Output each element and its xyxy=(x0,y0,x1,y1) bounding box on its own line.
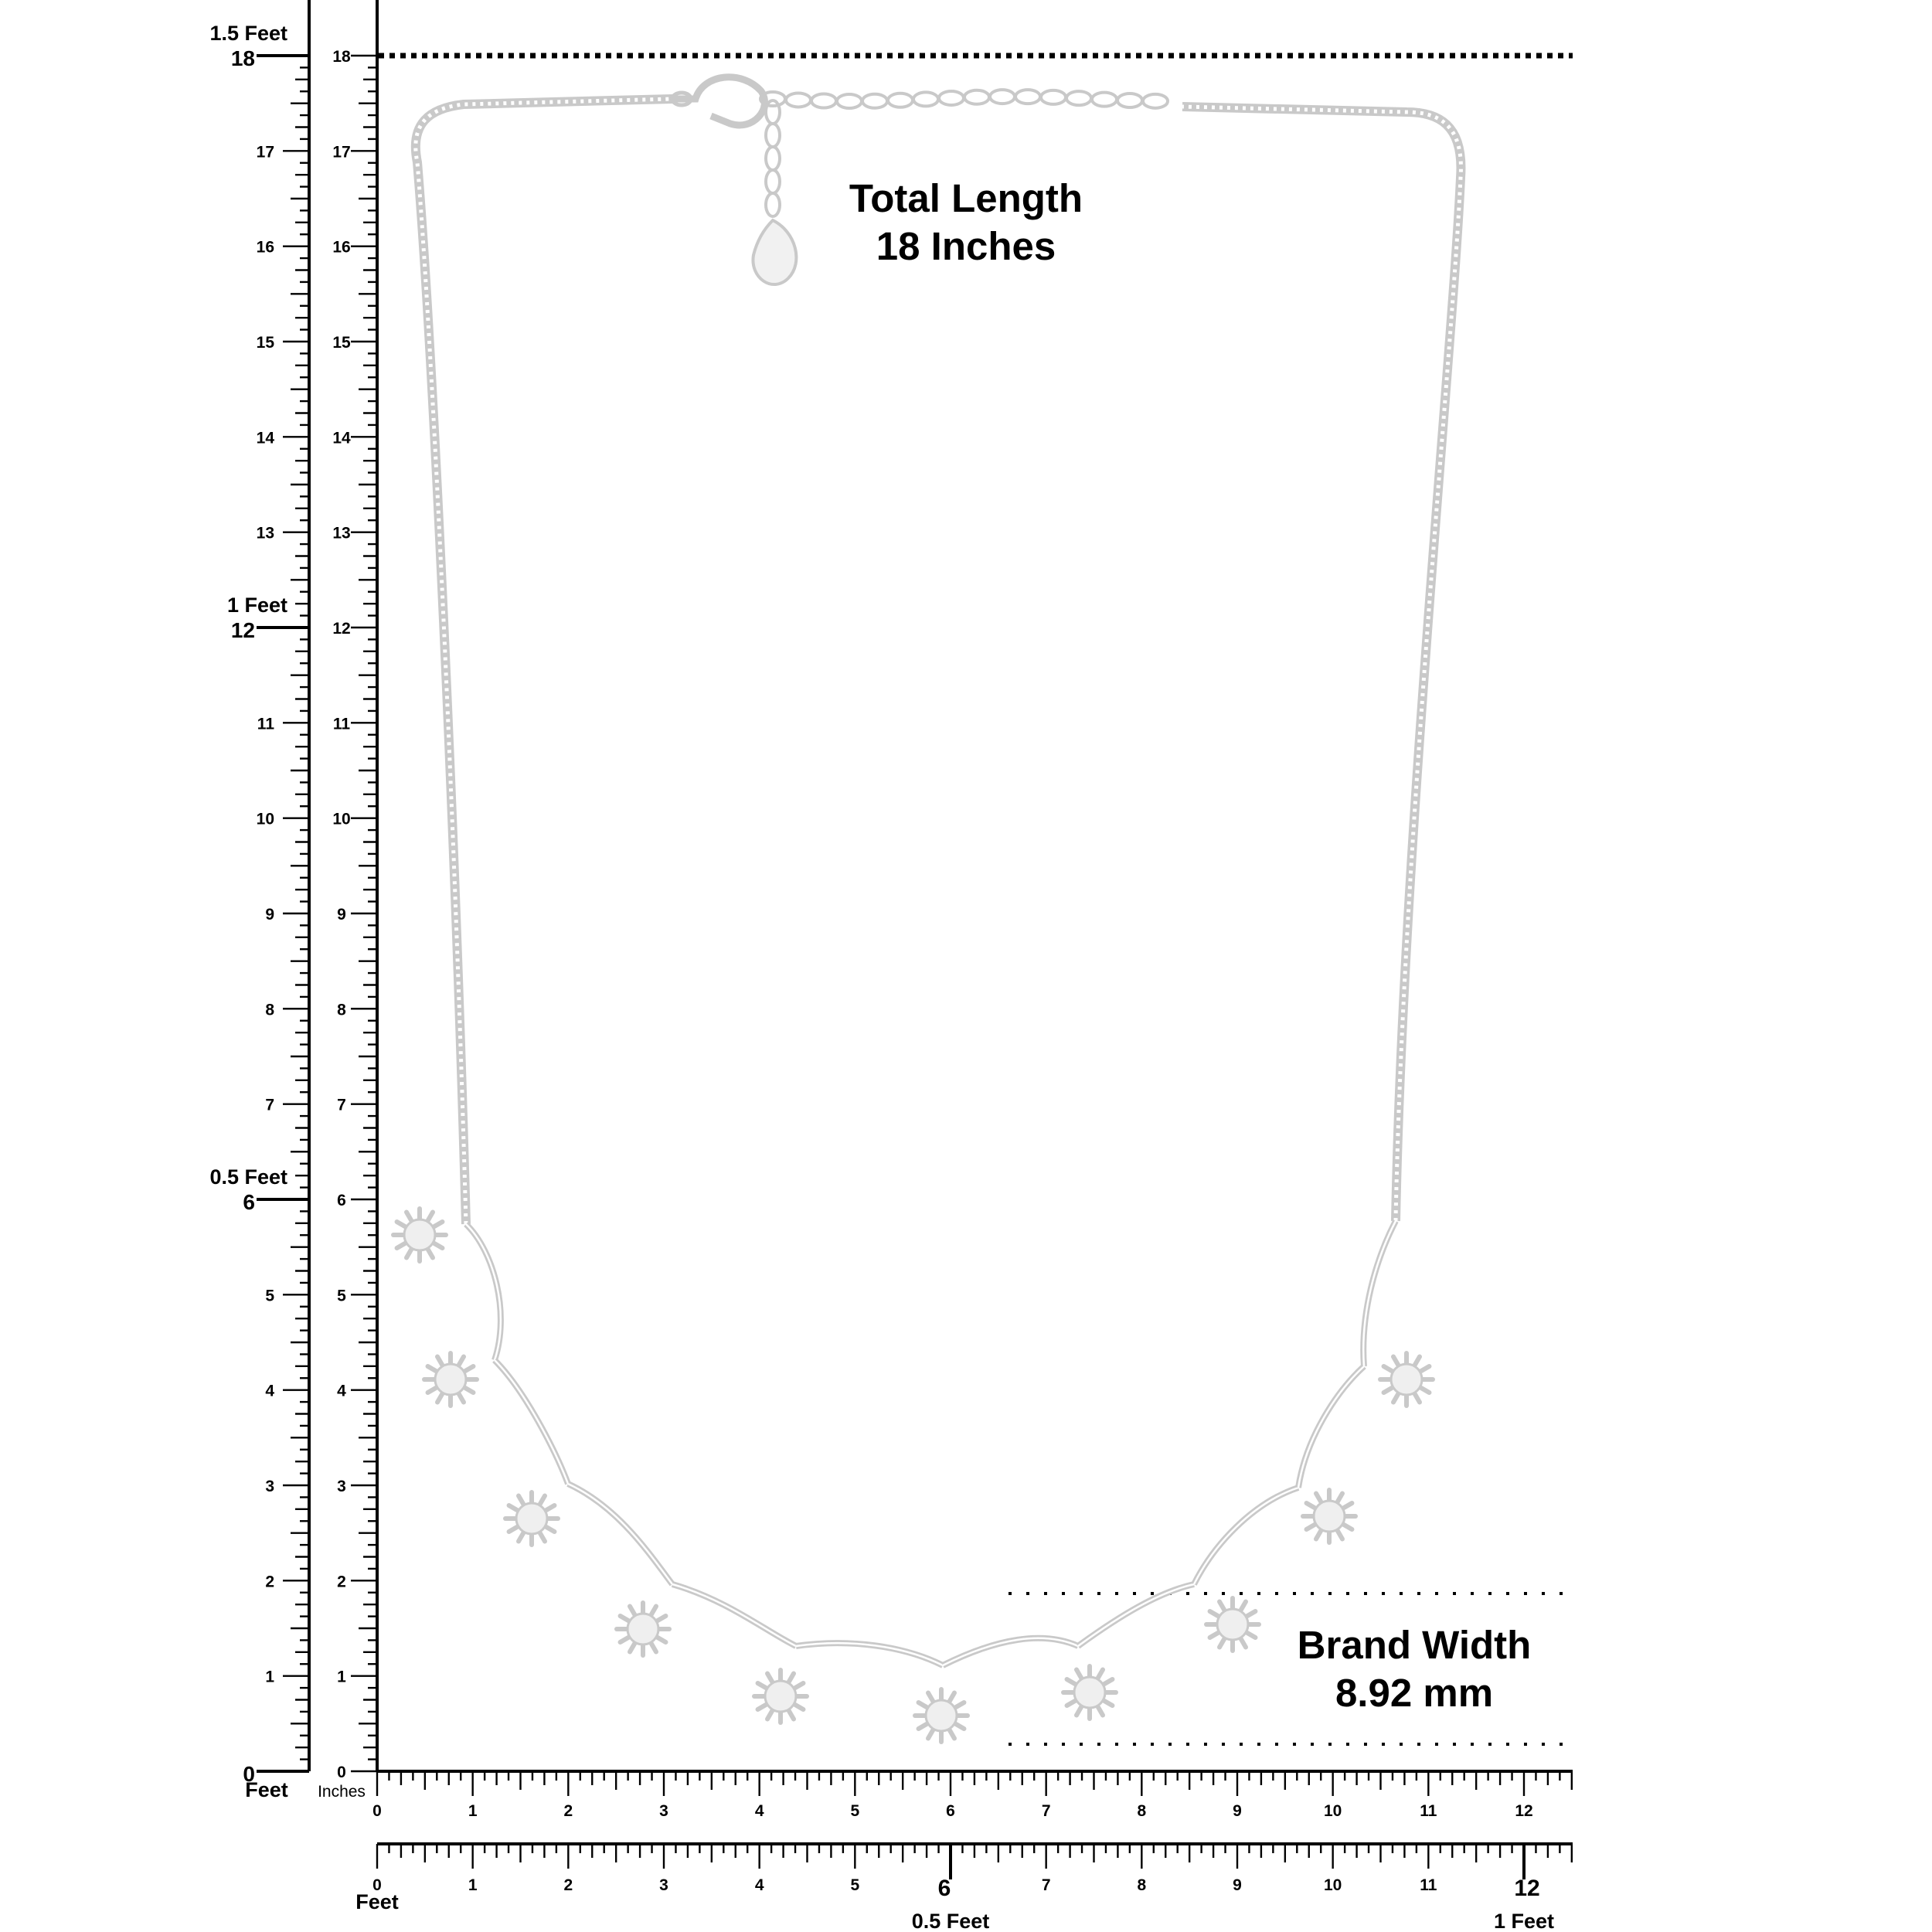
tag-chain-link xyxy=(766,147,780,170)
inch-ruler-label: 8 xyxy=(337,1001,346,1019)
inch-ruler-label: 4 xyxy=(754,1802,764,1820)
extension-link xyxy=(862,94,887,108)
tag-chain-link xyxy=(766,193,780,216)
inch-ruler-label: 12 xyxy=(332,620,351,638)
inch-ruler-label: 7 xyxy=(337,1096,346,1114)
feet-ruler-label: 11 xyxy=(1420,1876,1437,1894)
flower-center xyxy=(1074,1677,1105,1708)
extension-link xyxy=(1117,94,1142,107)
vertical-ruler-feet xyxy=(209,0,309,1801)
feet-ruler-label: 3 xyxy=(659,1876,668,1894)
pendant-arc xyxy=(568,1484,672,1584)
inch-ruler-label: 1 xyxy=(337,1668,346,1686)
pendant-arc-highlight xyxy=(568,1484,672,1584)
inch-ruler-label: 3 xyxy=(337,1478,346,1495)
inch-ruler-label: 9 xyxy=(1233,1802,1242,1820)
feet-ruler-label: 2 xyxy=(563,1876,573,1894)
total-length-title: Total Length xyxy=(849,176,1083,220)
flower-pendant xyxy=(1206,1598,1259,1651)
tag-chain-link xyxy=(766,100,780,124)
feet-ruler-label: 7 xyxy=(1041,1876,1051,1894)
tag-chain-link xyxy=(766,124,780,147)
feet-ruler-major-label: 12 xyxy=(230,618,255,642)
pendant-arc-highlight xyxy=(495,1360,568,1484)
inch-ruler-label: 18 xyxy=(332,48,351,66)
inch-ruler-label: 13 xyxy=(332,524,351,543)
horizontal-ruler-feet xyxy=(355,1844,1573,1932)
inch-ruler-label: 16 xyxy=(332,238,351,257)
extension-link xyxy=(1041,90,1066,104)
feet-ruler-major-label: 18 xyxy=(230,46,255,70)
hallmark-tag xyxy=(753,220,796,284)
feet-ruler-full-label: 12 xyxy=(1514,1876,1540,1901)
feet-ruler-label: 5 xyxy=(850,1876,860,1894)
feet-ruler-label: 8 xyxy=(1137,1876,1147,1894)
inch-ruler-label: 1 xyxy=(468,1802,478,1820)
feet-ruler-label: 11 xyxy=(257,715,274,733)
feet-ruler-label: 16 xyxy=(256,238,274,257)
flower-pendant xyxy=(505,1492,558,1545)
extension-link xyxy=(837,94,862,108)
inch-ruler-label: 12 xyxy=(1515,1802,1533,1820)
feet-ruler-label: 7 xyxy=(265,1096,274,1114)
pendant-arc-highlight xyxy=(1298,1366,1364,1488)
feet-ruler-label: 14 xyxy=(256,429,274,447)
inch-ruler-label: 11 xyxy=(332,715,351,733)
brand-width-callout xyxy=(1252,1621,1577,1717)
inch-ruler-label: 10 xyxy=(1323,1802,1342,1820)
feet-ruler-label: 5 xyxy=(265,1287,274,1305)
inch-ruler-label: 11 xyxy=(1420,1802,1437,1820)
extension-link xyxy=(939,91,964,105)
feet-ruler-label: 17 xyxy=(256,143,274,162)
feet-ruler-half-label: 6 xyxy=(937,1876,951,1901)
feet-ruler-label: 8 xyxy=(265,1001,274,1019)
inch-ruler-label: 5 xyxy=(337,1287,346,1305)
total-length-callout xyxy=(804,175,1128,270)
feet-ruler-label: 1 xyxy=(468,1876,478,1894)
lobster-clasp xyxy=(672,77,764,125)
dotted-guides xyxy=(379,56,1573,1744)
feet-ruler-start-label: 0 xyxy=(372,1876,382,1894)
flower-center xyxy=(1314,1501,1345,1532)
flower-center xyxy=(435,1364,466,1395)
feet-ruler-label: 4 xyxy=(265,1382,274,1400)
extension-link xyxy=(1143,94,1168,108)
flower-pendant xyxy=(1303,1490,1355,1543)
feet-mark-caption: 1.5 Feet xyxy=(209,22,287,45)
flower-pendant xyxy=(617,1603,669,1655)
flower-pendant xyxy=(1380,1353,1433,1406)
inch-ruler-label: 0 xyxy=(372,1802,382,1820)
extension-link xyxy=(811,94,836,108)
pendant-arc xyxy=(1363,1221,1396,1366)
left-chain-links xyxy=(416,99,672,1224)
feet-ruler-start-caption: Feet xyxy=(355,1890,399,1913)
extension-link xyxy=(1092,93,1117,107)
feet-ruler-major-label: 0 xyxy=(243,1762,255,1786)
feet-ruler-label: 9 xyxy=(265,906,274,923)
feet-ruler-major-label: 6 xyxy=(243,1190,255,1214)
tag-chain-link xyxy=(766,170,780,193)
flower-center xyxy=(926,1700,957,1731)
inch-ruler-label: 10 xyxy=(332,810,351,828)
pendant-arc xyxy=(943,1638,1078,1665)
extension-link xyxy=(786,93,811,107)
inch-ruler-label: 0 xyxy=(337,1764,346,1781)
inch-ruler-label: 6 xyxy=(337,1192,346,1209)
pendant-arc xyxy=(1298,1366,1364,1488)
pendant-arc xyxy=(1194,1488,1298,1584)
feet-ruler-full-caption: 1 Feet xyxy=(1493,1910,1555,1932)
flower-center xyxy=(765,1681,796,1712)
feet-mark-caption: 1 Feet xyxy=(226,594,287,617)
inch-ruler-label: 8 xyxy=(1137,1802,1147,1820)
inch-ruler-label: 2 xyxy=(337,1573,346,1591)
necklace-image xyxy=(393,77,1461,1742)
feet-ruler-label: 10 xyxy=(256,810,274,828)
vertical-ruler-inches xyxy=(318,0,377,1801)
total-length-value: 18 Inches xyxy=(876,224,1056,268)
inch-ruler-label: 9 xyxy=(337,906,346,923)
flower-pendant xyxy=(754,1670,807,1723)
inch-ruler-label: 7 xyxy=(1041,1802,1051,1820)
extension-link xyxy=(888,94,913,107)
inch-ruler-label: 4 xyxy=(337,1382,346,1400)
feet-ruler-label: 4 xyxy=(754,1876,764,1894)
inch-ruler-label: 15 xyxy=(332,334,351,352)
flower-pendant xyxy=(1063,1666,1116,1719)
brand-width-title: Brand Width xyxy=(1297,1623,1532,1667)
flower-center xyxy=(516,1503,547,1534)
right-chain xyxy=(1182,107,1461,1221)
extension-link xyxy=(913,92,938,106)
feet-ruler-label: 3 xyxy=(265,1478,274,1495)
horizontal-ruler-inches xyxy=(372,1771,1573,1820)
feet-ruler-label: 9 xyxy=(1233,1876,1242,1894)
inch-ruler-label: 3 xyxy=(659,1802,668,1820)
extension-link xyxy=(964,90,989,104)
extension-link xyxy=(1066,91,1091,105)
inch-ruler-label: 6 xyxy=(946,1802,955,1820)
left-chain xyxy=(416,99,672,1224)
extension-link xyxy=(1015,90,1040,104)
pendant-arc xyxy=(466,1224,501,1360)
flower-pendant xyxy=(393,1209,446,1261)
inch-ruler-label: 17 xyxy=(332,143,351,162)
inch-ruler-label: 2 xyxy=(563,1802,573,1820)
pendant-arc-highlight xyxy=(1194,1488,1298,1584)
vertical-feet-caption: Feet xyxy=(245,1778,288,1801)
vertical-inches-caption: Inches xyxy=(318,1783,366,1801)
brand-width-value: 8.92 mm xyxy=(1335,1671,1494,1715)
feet-ruler-label: 13 xyxy=(256,524,274,543)
flower-center xyxy=(1391,1364,1422,1395)
inch-ruler-label: 5 xyxy=(850,1802,860,1820)
flower-pendant xyxy=(424,1353,477,1406)
flower-center xyxy=(1217,1609,1248,1640)
right-chain-links xyxy=(1182,107,1461,1221)
feet-mark-caption: 0.5 Feet xyxy=(209,1165,287,1189)
pendant-arc xyxy=(495,1360,568,1484)
inch-ruler-label: 14 xyxy=(332,429,351,447)
feet-ruler-label: 15 xyxy=(256,334,274,352)
extension-link xyxy=(990,90,1015,104)
pendant-arc xyxy=(796,1643,943,1665)
flower-center xyxy=(404,1219,435,1250)
feet-ruler-label: 10 xyxy=(1323,1876,1342,1894)
feet-ruler-half-caption: 0.5 Feet xyxy=(911,1910,990,1932)
flower-center xyxy=(628,1614,658,1645)
flower-pendant xyxy=(915,1689,968,1742)
feet-ruler-label: 2 xyxy=(265,1573,274,1591)
feet-ruler-label: 1 xyxy=(265,1668,274,1686)
